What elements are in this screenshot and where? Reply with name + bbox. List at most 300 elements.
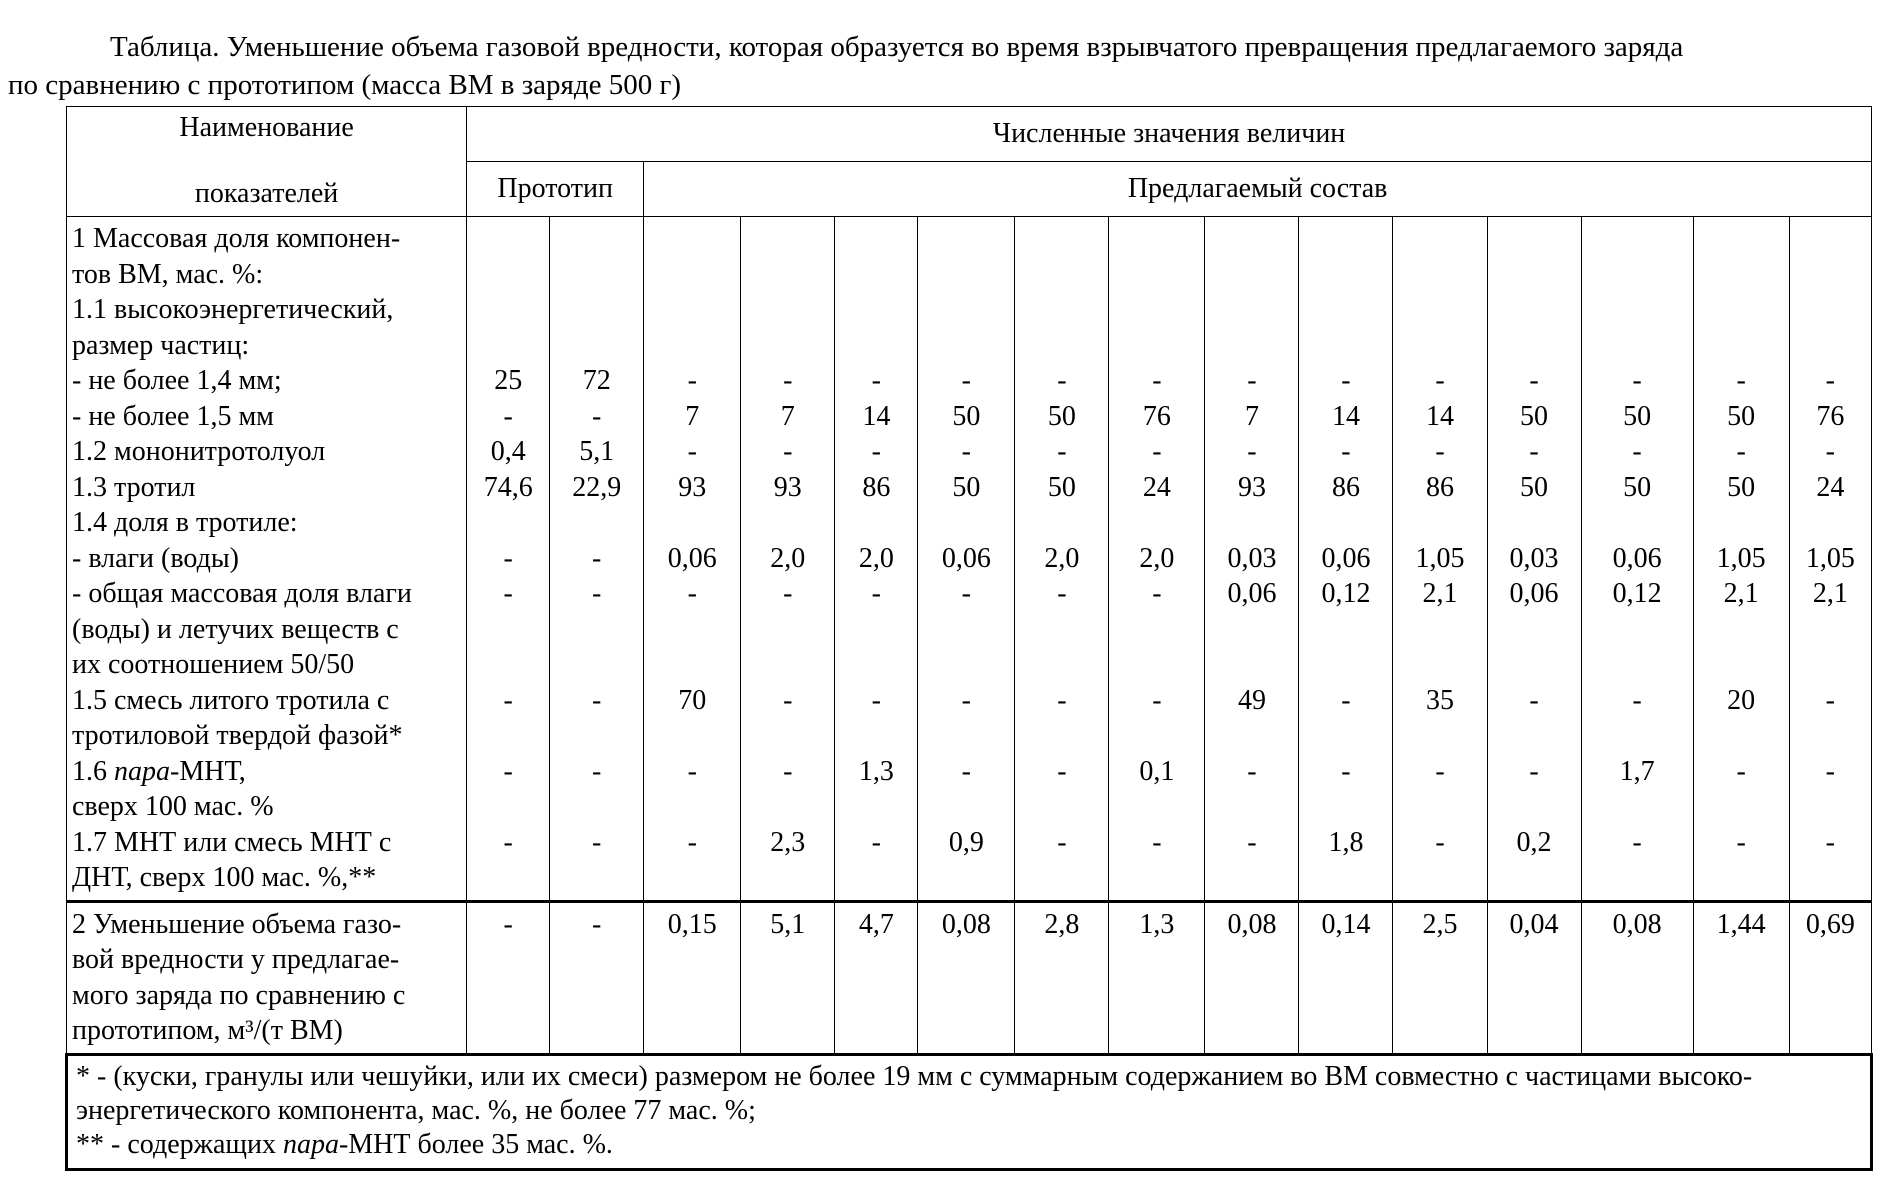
table-cell: 0,9	[948, 826, 984, 858]
table-cell: -	[1247, 826, 1257, 858]
table-cell	[1393, 328, 1486, 364]
table-cell: 86	[1426, 471, 1454, 503]
table-cell: -	[503, 684, 513, 716]
section-1-label-line: 1.1 высокоэнергетический,	[72, 294, 394, 325]
section-1-label-line: - общая массовая доля влаги	[72, 578, 412, 609]
table-cell	[918, 901, 1015, 1054]
table-cell: 22,9	[572, 471, 622, 503]
table-cell: 1,7	[1619, 755, 1655, 787]
table-cell	[644, 221, 740, 257]
table-cell	[835, 647, 917, 683]
table-cell: -	[1632, 684, 1642, 716]
table-cell	[1109, 718, 1204, 754]
table-cell	[1299, 328, 1392, 364]
table-cell: -	[1057, 826, 1067, 858]
table-cell: -	[1825, 365, 1835, 396]
table-cell: -	[1057, 365, 1067, 396]
table-cell: -	[1341, 436, 1351, 467]
table-cell	[1789, 901, 1871, 1054]
table-cell	[741, 860, 834, 896]
table-cell: 0,4	[490, 436, 526, 467]
table-cell	[1694, 718, 1789, 754]
table-cell: 1,8	[1328, 826, 1364, 858]
table-cell	[550, 789, 643, 825]
table-cell	[1299, 292, 1392, 328]
table-cell: 0,03	[1227, 542, 1277, 574]
table-cell: -	[871, 684, 881, 716]
table-cell: 0,06	[1612, 542, 1662, 574]
table-cell: 93	[1237, 471, 1266, 503]
table-cell	[644, 505, 740, 541]
table-cell: -	[1825, 436, 1835, 467]
table-cell	[467, 257, 549, 293]
table-cell: 7	[780, 400, 795, 432]
table-cell	[741, 718, 834, 754]
table-cell	[467, 860, 549, 896]
table-cell	[1582, 789, 1693, 825]
table-cell	[644, 328, 740, 364]
table-cell	[1694, 505, 1789, 541]
table-cell	[550, 901, 644, 1054]
table-cell	[1015, 328, 1108, 364]
data-table	[65, 106, 1873, 1171]
header-proposed: Предлагаемый состав	[644, 162, 1872, 217]
table-cell	[1015, 505, 1108, 541]
table-cell	[1790, 860, 1871, 896]
table-cell	[1205, 860, 1298, 896]
table-cell	[1582, 718, 1693, 754]
table-cell: -	[1736, 436, 1746, 467]
table-cell	[1393, 257, 1486, 293]
value-column	[1109, 217, 1205, 902]
table-cell	[1694, 257, 1789, 293]
table-cell: -	[687, 826, 697, 858]
cell-value: 0,04	[1509, 908, 1559, 940]
table-cell: -	[871, 826, 881, 858]
table-cell: -	[503, 400, 513, 432]
value-column	[550, 217, 644, 902]
section-1-label-line: - не более 1,4 мм;	[72, 365, 282, 396]
table-cell: 50	[1047, 400, 1076, 432]
cell-value: 0,08	[941, 908, 991, 940]
table-cell	[1694, 221, 1789, 257]
table-cell: -	[1152, 684, 1162, 716]
table-cell: -	[1825, 755, 1835, 787]
table-cell	[1790, 292, 1871, 328]
table-cell	[1299, 647, 1392, 683]
table-cell: 50	[1623, 471, 1652, 503]
table-cell	[1015, 860, 1108, 896]
table-cell: 50	[1727, 471, 1756, 503]
table-cell	[467, 901, 550, 1054]
table-cell: -	[1341, 684, 1351, 716]
table-cell	[550, 718, 643, 754]
footnote-line-2: энергетического компонента, мас. %, не более 77 мас. %;	[76, 1094, 756, 1126]
table-cell: -	[1057, 578, 1067, 609]
table-cell: -	[1247, 365, 1257, 396]
table-cell: 2,0	[1044, 542, 1080, 574]
table-cell: 2,0	[1139, 542, 1175, 574]
table-cell: 2,1	[1812, 578, 1848, 609]
table-cell: -	[783, 684, 793, 716]
table-cell: -	[783, 365, 793, 396]
table-cell	[1015, 257, 1108, 293]
table-cell	[1205, 257, 1298, 293]
table-cell	[1694, 647, 1789, 683]
table-cell	[1582, 612, 1693, 648]
table-cell	[1487, 901, 1581, 1054]
table-cell	[1299, 789, 1392, 825]
table-cell	[1488, 221, 1581, 257]
header-prototype: Прототип	[467, 162, 644, 217]
table-cell: -	[592, 400, 602, 432]
table-cell	[644, 257, 740, 293]
value-column	[644, 217, 741, 902]
table-cell: -	[1152, 365, 1162, 396]
table-cell	[467, 328, 549, 364]
table-cell: 0,2	[1516, 826, 1552, 858]
table-cell: -	[961, 755, 971, 787]
table-cell	[467, 612, 549, 648]
table-cell: -	[1057, 684, 1067, 716]
section-1-label-line: сверх 100 мас. %	[72, 791, 274, 822]
table-cell	[1299, 612, 1392, 648]
table-cell: 14	[1331, 400, 1360, 432]
table-cell	[1694, 612, 1789, 648]
value-column	[1693, 217, 1789, 902]
table-cell: -	[503, 578, 513, 609]
value-column	[1015, 217, 1109, 902]
value-column	[467, 217, 550, 902]
table-cell	[644, 718, 740, 754]
section-1-label-line: 1.3 тротил	[72, 471, 196, 503]
table-cell	[1582, 257, 1693, 293]
cell-value: 2,5	[1422, 908, 1458, 940]
table-cell	[918, 221, 1014, 257]
table-cell	[1488, 292, 1581, 328]
table-cell	[1694, 789, 1789, 825]
table-cell: -	[961, 436, 971, 467]
table-cell	[1299, 221, 1392, 257]
table-cell: -	[1152, 826, 1162, 858]
table-cell	[467, 647, 549, 683]
cell-value: -	[592, 908, 602, 940]
table-cell: -	[783, 755, 793, 787]
cell-value: 5,1	[770, 908, 806, 940]
value-column	[1581, 217, 1693, 902]
table-row-section-2	[67, 901, 1872, 1054]
table-cell	[1582, 328, 1693, 364]
table-cell	[835, 328, 917, 364]
table-cell	[550, 257, 643, 293]
section-1-label-line: - влаги (воды)	[72, 542, 239, 574]
table-cell: 50	[1047, 471, 1076, 503]
table-cell: 24	[1816, 471, 1845, 503]
table-cell	[1582, 505, 1693, 541]
table-cell	[550, 505, 643, 541]
table-cell: -	[783, 436, 793, 467]
table-cell	[1488, 505, 1581, 541]
table-cell: -	[1435, 365, 1445, 396]
table-cell	[467, 292, 549, 328]
table-cell	[550, 221, 643, 257]
table-cell	[1582, 292, 1693, 328]
section-1-label-line: 1.6 пара-МНТ,	[72, 755, 246, 787]
table-cell	[1393, 789, 1486, 825]
table-cell	[918, 292, 1014, 328]
cell-value: 0,08	[1227, 908, 1277, 940]
table-cell	[1790, 221, 1871, 257]
table-cell	[1488, 612, 1581, 648]
table-cell	[550, 647, 643, 683]
table-cell	[1488, 328, 1581, 364]
table-cell	[644, 860, 740, 896]
table-cell: -	[687, 755, 697, 787]
table-cell	[1393, 612, 1486, 648]
table-cell: 1,05	[1805, 542, 1855, 574]
table-cell	[1205, 221, 1298, 257]
table-cell	[1109, 789, 1204, 825]
table-cell: -	[1736, 365, 1746, 396]
table-cell: 20	[1727, 684, 1756, 716]
header-indicator-name	[67, 107, 467, 217]
table-cell: 50	[1727, 400, 1756, 432]
table-cell	[467, 221, 549, 257]
table-cell: -	[961, 684, 971, 716]
footnote-line-1: * - (куски, гранулы или чешуйки, или их смеси) размером не более 19 мм с суммарным содержанием во ВМ совместно с частицами высоко-	[76, 1060, 1753, 1092]
table-cell	[1393, 221, 1486, 257]
table-cell: 0,06	[941, 542, 991, 574]
table-cell: -	[871, 436, 881, 467]
table-cell: -	[592, 755, 602, 787]
table-cell	[1205, 789, 1298, 825]
cell-value: 0,69	[1805, 908, 1855, 940]
table-cell	[1393, 292, 1486, 328]
table-cell	[1015, 647, 1108, 683]
section-1-label-line: - не более 1,5 мм	[72, 400, 274, 432]
table-cell	[918, 718, 1014, 754]
table-cell	[1299, 718, 1392, 754]
value-column	[741, 217, 835, 902]
table-cell	[1790, 257, 1871, 293]
section-1-label	[67, 217, 467, 902]
table-cell	[1694, 860, 1789, 896]
table-cell	[835, 257, 917, 293]
table-row-section-1	[67, 217, 1872, 902]
table-cell	[1790, 789, 1871, 825]
table-cell: 0,06	[1509, 578, 1559, 609]
table-cell: 86	[862, 471, 891, 503]
table-cell	[467, 718, 549, 754]
caption-line-1: Таблица. Уменьшение объема газовой вредности, которая образуется во время взрывчатого превращения предлагаемого заряда	[110, 31, 1684, 63]
table-cell	[550, 328, 643, 364]
table-cell: -	[961, 365, 971, 396]
table-cell	[1109, 257, 1204, 293]
table-cell: 50	[1520, 400, 1549, 432]
table-cell	[1790, 647, 1871, 683]
table-cell	[741, 257, 834, 293]
table-cell: 14	[862, 400, 891, 432]
table-cell: 0,06	[1227, 578, 1277, 609]
table-cell	[835, 860, 917, 896]
cell-value: 0,08	[1612, 908, 1662, 940]
table-cell: 2,1	[1723, 578, 1759, 609]
section-1-label-line: тротиловой твердой фазой*	[72, 720, 403, 751]
table-cell	[835, 505, 917, 541]
value-column	[1205, 217, 1299, 902]
table-cell: -	[592, 542, 602, 574]
table-cell	[741, 292, 834, 328]
table-cell	[1109, 505, 1204, 541]
section-2-label-line: вой вредности у предлагае-	[72, 944, 400, 975]
table-cell	[644, 612, 740, 648]
section-1-label-line: 1.2 мононитротолуол	[72, 436, 326, 467]
table-cell: 49	[1237, 684, 1266, 716]
table-cell	[918, 257, 1014, 293]
table-cell	[1109, 328, 1204, 364]
value-column	[1487, 217, 1581, 902]
table-cell	[1393, 860, 1486, 896]
table-cell: 24	[1142, 471, 1171, 503]
table-cell	[918, 647, 1014, 683]
table-cell	[1015, 612, 1108, 648]
table-cell: -	[1529, 684, 1539, 716]
table-cell	[467, 789, 549, 825]
section-1-label-line: 1 Массовая доля компонен-	[72, 223, 401, 254]
table-cell: -	[871, 365, 881, 396]
table-cell: -	[1435, 826, 1445, 858]
table-row-footnotes	[67, 1054, 1872, 1169]
table-cell: 7	[1244, 400, 1259, 432]
table-cell	[1488, 860, 1581, 896]
table-cell: 2,1	[1422, 578, 1458, 609]
table-cell	[1393, 505, 1486, 541]
table-cell: -	[1152, 578, 1162, 609]
table-cell: 0,06	[667, 542, 717, 574]
section-1-label-line: тов ВМ, мас. %:	[72, 258, 264, 290]
table-cell: -	[1529, 365, 1539, 396]
table-cell	[835, 221, 917, 257]
table-cell: -	[1825, 826, 1835, 858]
table-cell	[741, 901, 835, 1054]
table-cell: 25	[494, 365, 523, 396]
footnotes-cell	[67, 1054, 1872, 1169]
cell-value: 1,3	[1139, 908, 1175, 940]
table-cell	[1790, 328, 1871, 364]
cell-value: 0,14	[1321, 908, 1371, 940]
table-cell: 0,12	[1321, 578, 1371, 609]
table-cell	[1790, 718, 1871, 754]
table-cell	[1790, 612, 1871, 648]
table-cell	[644, 647, 740, 683]
value-column	[1789, 217, 1871, 902]
table-cell: -	[1341, 755, 1351, 787]
section-1-label-line: (воды) и летучих веществ с	[72, 613, 399, 645]
section-2-label-line: прототипом, м³/(т ВМ)	[72, 1015, 343, 1046]
table-cell	[741, 505, 834, 541]
section-1-label-line: их соотношением 50/50	[72, 649, 355, 680]
table-cell	[1015, 789, 1108, 825]
table-cell	[1488, 257, 1581, 293]
table-cell: -	[687, 365, 697, 396]
table-cell: 0,1	[1139, 755, 1175, 787]
value-column	[835, 217, 918, 902]
table-cell	[1015, 718, 1108, 754]
table-cell: -	[871, 578, 881, 609]
section-1-label-line: 1.5 смесь литого тротила с	[72, 684, 390, 716]
table-cell: 5,1	[579, 436, 615, 467]
table-cell: 50	[1623, 400, 1652, 432]
table-cell	[1693, 901, 1789, 1054]
section-2-label-line: 2 Уменьшение объема газо-	[72, 908, 402, 940]
table-cell	[1393, 647, 1486, 683]
table-cell	[1694, 292, 1789, 328]
table-cell	[1790, 505, 1871, 541]
table-cell	[1205, 901, 1299, 1054]
table-cell	[644, 789, 740, 825]
table-cell	[1205, 612, 1298, 648]
table-cell	[835, 789, 917, 825]
table-cell: -	[1632, 826, 1642, 858]
table-cell: 0,12	[1612, 578, 1662, 609]
table-cell: -	[1632, 436, 1642, 467]
table-cell	[1205, 505, 1298, 541]
table-cell	[1015, 221, 1108, 257]
cell-value: -	[503, 908, 513, 940]
table-cell: -	[687, 436, 697, 467]
table-cell: 2,0	[858, 542, 894, 574]
table-cell: -	[1529, 755, 1539, 787]
table-cell: 86	[1331, 471, 1360, 503]
table-cell: -	[1435, 755, 1445, 787]
table-cell	[741, 647, 834, 683]
table-cell	[918, 505, 1014, 541]
table-cell	[467, 505, 549, 541]
table-cell: 2,0	[770, 542, 806, 574]
table-cell	[741, 789, 834, 825]
section-1-label-line: ДНТ, сверх 100 мас. %,**	[72, 862, 377, 893]
table-cell	[918, 860, 1014, 896]
table-cell	[1109, 612, 1204, 648]
table-cell	[741, 612, 834, 648]
table-cell: 0,03	[1509, 542, 1559, 574]
table-cell	[1205, 328, 1298, 364]
table-cell: 35	[1426, 684, 1454, 716]
table-cell: 50	[1520, 471, 1549, 503]
table-cell	[1109, 292, 1204, 328]
table-cell	[918, 328, 1014, 364]
table-cell	[1582, 221, 1693, 257]
table-cell: -	[1632, 365, 1642, 396]
table-cell	[1205, 718, 1298, 754]
table-cell: 1,05	[1415, 542, 1465, 574]
table-cell: -	[503, 542, 513, 574]
table-cell: 2,3	[770, 826, 806, 858]
table-cell	[741, 328, 834, 364]
table-cell: -	[503, 826, 513, 858]
table-cell	[835, 901, 918, 1054]
table-cell	[550, 860, 643, 896]
table-cell	[1694, 328, 1789, 364]
table-cell	[1299, 257, 1392, 293]
table-cell	[835, 292, 917, 328]
table-cell	[550, 292, 643, 328]
table-cell	[1205, 292, 1298, 328]
table-cell	[1109, 860, 1204, 896]
table-cell	[1299, 860, 1392, 896]
table-cell: -	[592, 826, 602, 858]
cell-value: 2,8	[1044, 908, 1080, 940]
